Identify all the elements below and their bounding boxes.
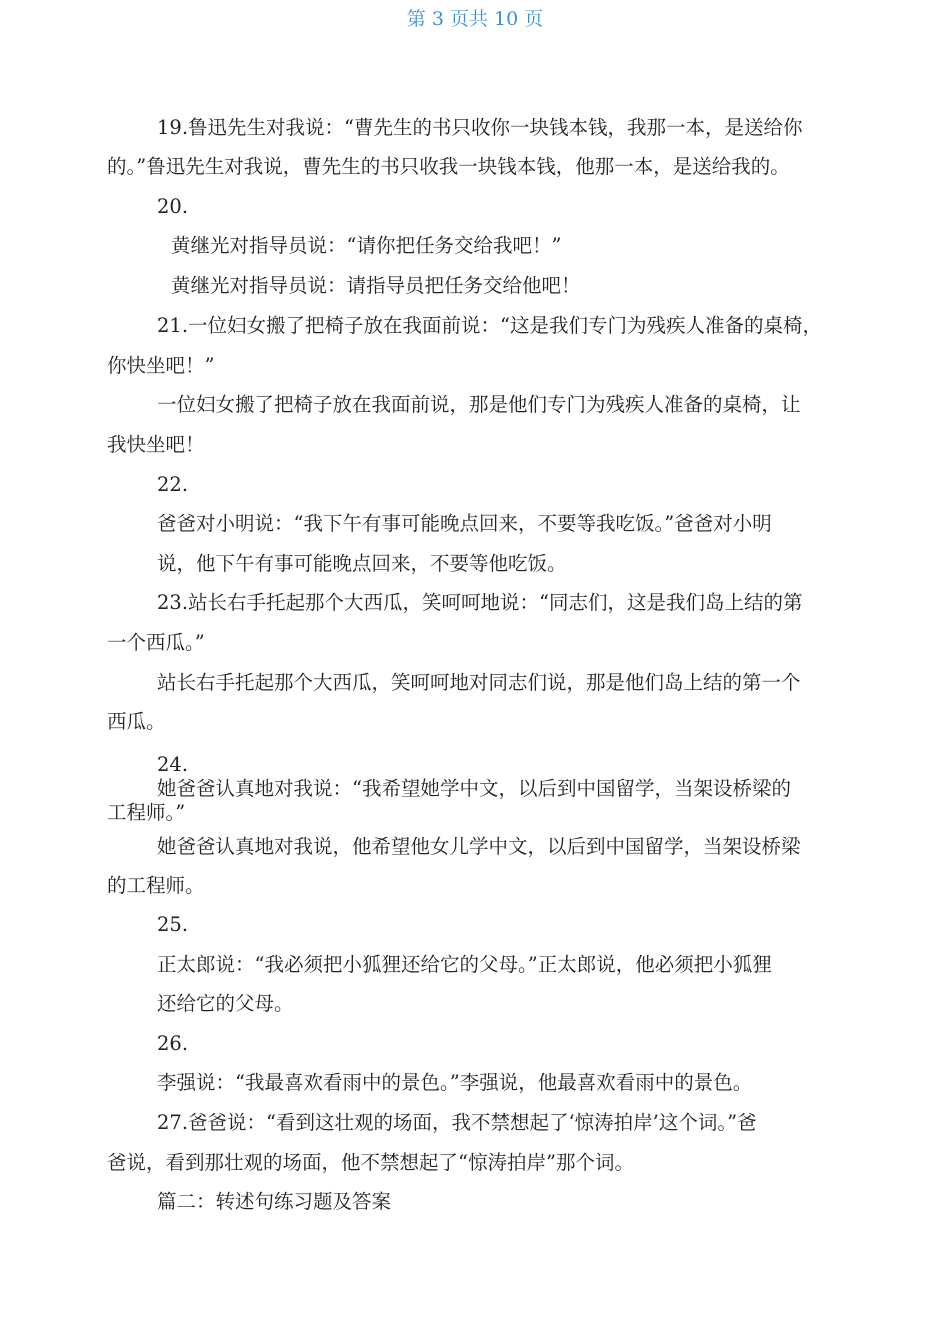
text-line: 说，他下午有事可能晚点回来，不要等他吃饭。 <box>157 552 567 575</box>
page-counter: 第 3 页共 10 页 <box>406 8 544 30</box>
text-line: 爸说，看到那壮观的场面，他不禁想起了“惊涛拍岸”那个词。 <box>107 1151 634 1174</box>
text-line: 你快坐吧！” <box>107 354 215 377</box>
text-line: 她爸爸认真地对我说，他希望他女儿学中文，以后到中国留学，当架设桥梁 <box>157 835 801 858</box>
text-line: 21.一位妇女搬了把椅子放在我面前说：“这是我们专门为残疾人准备的桌椅， <box>157 314 822 337</box>
text-line: 22. <box>157 473 189 496</box>
text-line: 一个西瓜。” <box>107 631 205 654</box>
text-line: 工程师。” <box>107 801 186 824</box>
text-line: 20. <box>157 195 189 218</box>
text-line: 还给它的父母。 <box>157 992 294 1015</box>
text-line: 的工程师。 <box>107 874 205 897</box>
text-line: 24. <box>157 753 189 776</box>
text-line: 19.鲁迅先生对我说：“曹先生的书只收你一块钱本钱，我那一本，是送给你 <box>157 116 803 139</box>
text-line: 我快坐吧！ <box>107 433 205 456</box>
text-line: 黄继光对指导员说：请指导员把任务交给他吧！ <box>171 274 581 297</box>
text-line: 23.站长右手托起那个大西瓜，笑呵呵地说：“同志们，这是我们岛上结的第 <box>157 591 803 614</box>
text-line: 正太郎说：“我必须把小狐狸还给它的父母。”正太郎说，他必须把小狐狸 <box>157 953 772 976</box>
section-heading: 篇二：转述句练习题及答案 <box>157 1190 392 1213</box>
text-line: 黄继光对指导员说：“请你把任务交给我吧！” <box>171 234 562 257</box>
text-line: 她爸爸认真地对我说：“我希望她学中文，以后到中国留学，当架设桥梁的 <box>157 777 791 800</box>
text-line: 李强说：“我最喜欢看雨中的景色。”李强说，他最喜欢看雨中的景色。 <box>157 1071 753 1094</box>
text-line: 27.爸爸说：“看到这壮观的场面，我不禁想起了‘惊涛拍岸’这个词。”爸 <box>157 1111 757 1134</box>
text-line: 爸爸对小明说：“我下午有事可能晚点回来，不要等我吃饭。”爸爸对小明 <box>157 512 772 535</box>
text-line: 的。”鲁迅先生对我说，曹先生的书只收我一块钱本钱，他那一本，是送给我的。 <box>107 155 790 178</box>
text-line: 26. <box>157 1032 189 1055</box>
text-line: 西瓜。 <box>107 710 166 733</box>
text-line: 25. <box>157 913 189 936</box>
text-line: 一位妇女搬了把椅子放在我面前说，那是他们专门为残疾人准备的桌椅，让 <box>157 393 801 416</box>
text-line: 站长右手托起那个大西瓜，笑呵呵地对同志们说，那是他们岛上结的第一个 <box>157 671 801 694</box>
